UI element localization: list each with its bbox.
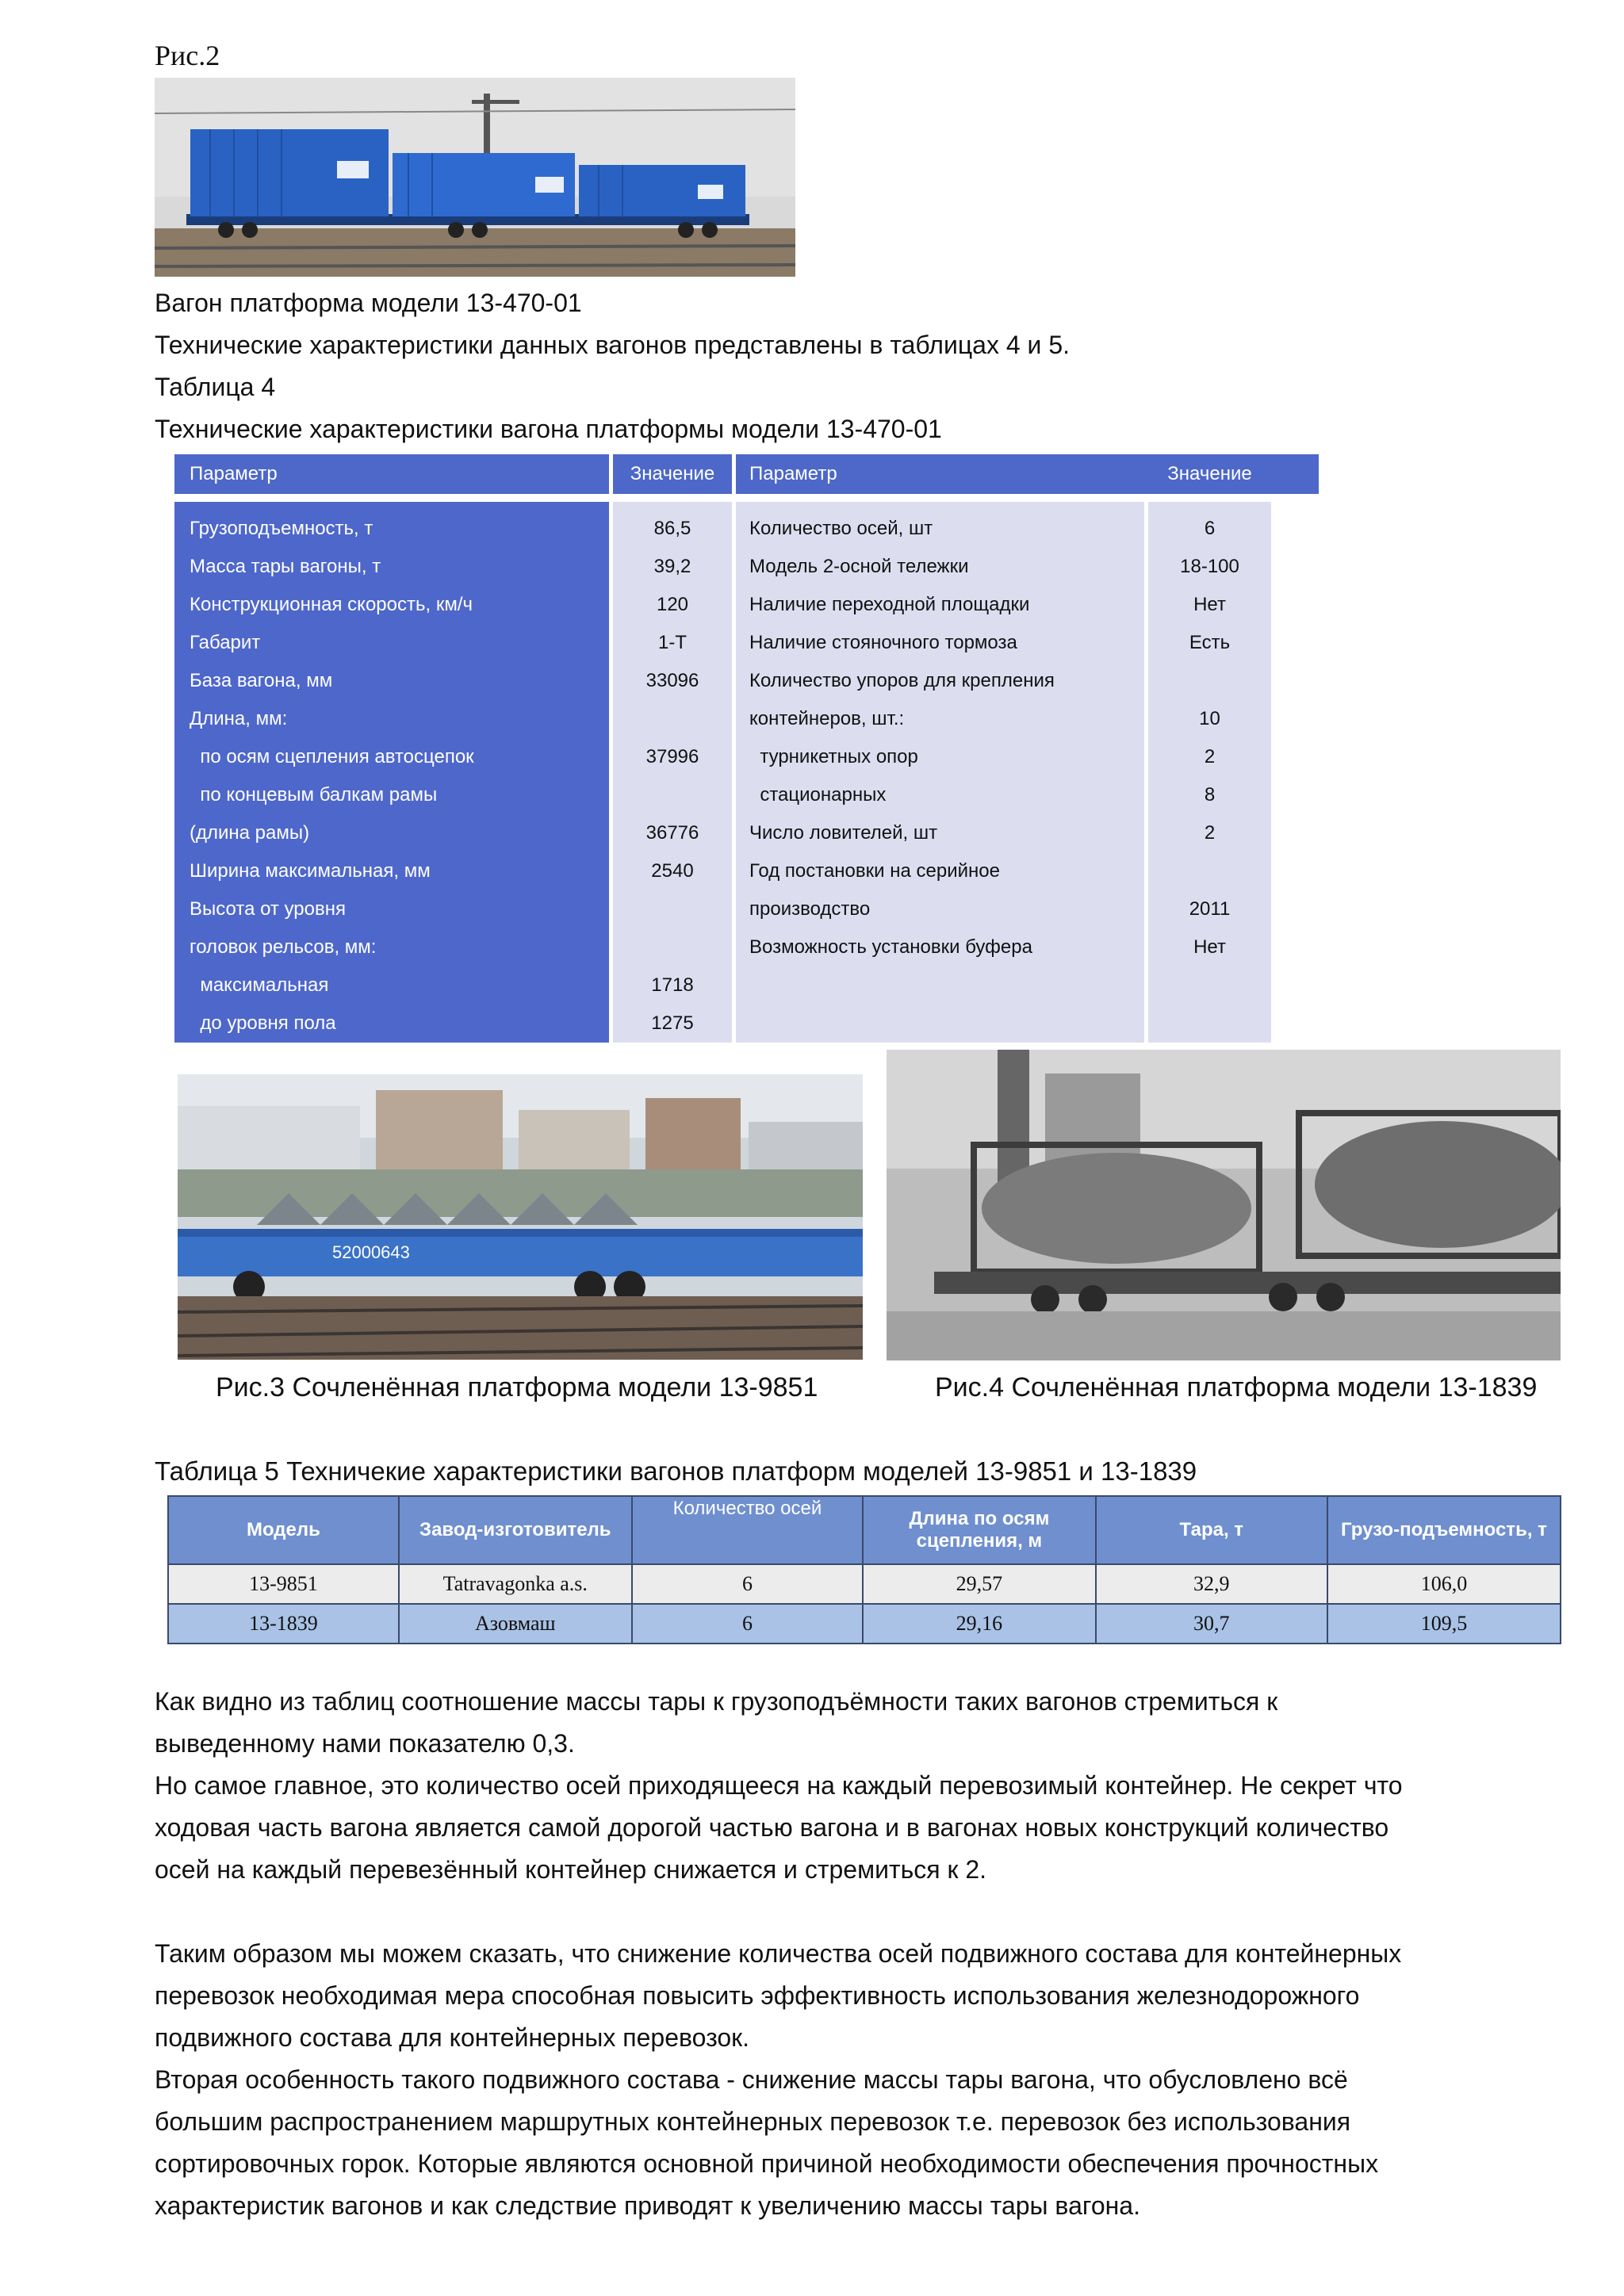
figure-4-caption: Рис.4 Сочленённая платформа модели 13-1839 <box>935 1372 1538 1402</box>
table-row <box>174 586 1273 624</box>
paragraph-line: подвижного состава для контейнерных перевозок. <box>155 2023 750 2052</box>
table-4-title: Технические характеристики вагона платформы модели 13-470-01 <box>155 415 942 443</box>
table-5-header-length: Длина по осям сцепления, м <box>863 1496 1095 1564</box>
param-cell: Габарит <box>190 632 261 653</box>
param-cell: по осям сцепления автосцепок <box>190 746 474 767</box>
value-cell: 36776 <box>645 822 699 844</box>
table-cell: 6 <box>632 1564 863 1604</box>
table-row <box>174 548 1273 586</box>
value-cell: 6 <box>1204 518 1216 539</box>
param-cell: База вагона, мм <box>190 670 333 691</box>
intro-line: Технические характеристики данных вагонов представлены в таблицах 4 и 5. <box>155 331 1070 359</box>
paragraph-line: характеристик вагонов и как следствие приводят к увеличению массы тары вагона. <box>155 2191 1140 2220</box>
param-cell: до уровня пола <box>190 1012 336 1034</box>
table-cell: 6 <box>632 1604 863 1644</box>
table-row <box>174 1004 1273 1043</box>
value-cell: Нет <box>1193 594 1226 615</box>
value-cell: 2 <box>1204 822 1216 844</box>
param-cell: головок рельсов, мм: <box>190 936 377 958</box>
value-cell: Нет <box>1193 936 1226 958</box>
table-row <box>174 738 1273 776</box>
paragraph-line: осей на каждый перевезённый контейнер снижается и стремиться к 2. <box>155 1855 987 1884</box>
paragraph-line: выведенному нами показателю 0,3. <box>155 1729 575 1758</box>
param-cell: по концевым балкам рамы <box>190 784 438 806</box>
param-cell: Количество осей, шт <box>749 518 933 539</box>
paragraph-line: Как видно из таблиц соотношение массы тары к грузоподъёмности таких вагонов стремиться к <box>155 1687 1278 1716</box>
table-cell: Азовмаш <box>399 1604 632 1644</box>
paragraph-line: Вторая особенность такого подвижного состава - снижение массы тары вагона, что обусловлено всё <box>155 2065 1348 2094</box>
param-cell: Модель 2-осной тележки <box>749 556 969 577</box>
table-cell: 106,0 <box>1327 1564 1561 1604</box>
param-cell: Возможность установки буфера <box>749 936 1032 958</box>
table-row <box>168 1564 1561 1604</box>
table-5-header-model: Модель <box>168 1496 399 1564</box>
value-cell: 33096 <box>645 670 699 691</box>
paragraph-line: ходовая часть вагона является самой дорогой частью вагона и в вагонах новых конструкций количество <box>155 1813 1389 1842</box>
table-cell: 13-1839 <box>168 1604 399 1644</box>
value-cell: 1718 <box>651 974 694 996</box>
articulated-platform-13-1839-photo <box>887 1050 1561 1360</box>
articulated-platform-13-9851-photo <box>178 1074 863 1360</box>
param-cell: Наличие переходной площадки <box>749 594 1030 615</box>
table-cell: 30,7 <box>1096 1604 1327 1644</box>
value-cell: 2011 <box>1189 898 1231 920</box>
value-cell: 2 <box>1204 746 1216 767</box>
table-4-header-value-1: Значение <box>613 454 732 494</box>
param-cell: Ширина максимальная, мм <box>190 860 431 882</box>
table-5-header-axles: Количество осей <box>632 1496 863 1564</box>
table-4-header-param-1: Параметр <box>174 454 609 494</box>
table-row <box>174 928 1273 966</box>
param-cell: Масса тары вагоны, т <box>190 556 381 577</box>
param-cell: турникетных опор <box>749 746 918 767</box>
value-cell: 120 <box>656 594 689 615</box>
param-cell: производство <box>749 898 871 920</box>
table-row <box>174 776 1273 814</box>
table-cell: 13-9851 <box>168 1564 399 1604</box>
table-cell: 109,5 <box>1327 1604 1561 1644</box>
param-cell: Количество упоров для крепления <box>749 670 1055 691</box>
wagon-photo-13-470-01 <box>155 78 795 277</box>
paragraph-3 <box>155 1933 1574 2227</box>
table-row <box>174 852 1273 890</box>
table-row <box>174 624 1273 662</box>
table-5-title: Таблица 5 Техничекие характеристики вагонов платформ моделей 13-9851 и 13-1839 <box>155 1456 1197 1486</box>
param-cell: Высота от уровня <box>190 898 346 920</box>
table-4-header-value-2: Значение <box>1148 454 1271 494</box>
table-row <box>174 700 1273 738</box>
paragraph-line: перевозок необходимая мера способная повысить эффективность использования железнодорожного <box>155 1981 1360 2010</box>
table-4-label: Таблица 4 <box>155 373 276 401</box>
value-cell: 10 <box>1199 708 1220 729</box>
table-5-header-manufacturer: Завод-изготовитель <box>399 1496 632 1564</box>
paragraph-1 <box>155 1681 1574 1891</box>
table-cell: 32,9 <box>1096 1564 1327 1604</box>
value-cell: 18-100 <box>1180 556 1239 577</box>
svg-text:52000643: 52000643 <box>332 1242 410 1262</box>
param-cell: Грузоподъемность, т <box>190 518 373 539</box>
param-cell: стационарных <box>749 784 887 806</box>
paragraph-line: Но самое главное, это количество осей приходящееся на каждый перевозимый контейнер. Не секрет что <box>155 1771 1403 1800</box>
table-4-header-param-2: Параметр <box>736 454 1319 494</box>
table-5-header-tare: Тара, т <box>1096 1496 1327 1564</box>
value-cell: 86,5 <box>653 518 691 539</box>
param-cell: Год постановки на серийное <box>749 860 1000 882</box>
param-cell: контейнеров, шт.: <box>749 708 905 729</box>
table-row <box>174 510 1273 548</box>
paragraph-line: большим распространением маршрутных контейнерных перевозок т.е. перевозок без использования <box>155 2107 1351 2136</box>
value-cell: 37996 <box>645 746 699 767</box>
table-5-header-capacity: Грузо-подъемность, т <box>1327 1496 1561 1564</box>
table-row <box>174 662 1273 700</box>
table-cell: Tatravagonka a.s. <box>399 1564 632 1604</box>
param-cell: максимальная <box>190 974 329 996</box>
table-5 <box>167 1495 1561 1644</box>
paragraph-line: сортировочных горок. Которые являются основной причиной необходимости обеспечения прочностных <box>155 2149 1379 2178</box>
table-row <box>168 1604 1561 1644</box>
table-cell: 29,16 <box>863 1604 1095 1644</box>
value-cell: 1-Т <box>658 632 687 653</box>
figure-3-caption: Рис.3 Сочленённая платформа модели 13-9851 <box>216 1372 818 1402</box>
paragraph-line: Таким образом мы можем сказать, что снижение количества осей подвижного состава для контейнерных <box>155 1939 1402 1968</box>
value-cell: 1275 <box>651 1012 694 1034</box>
param-cell: Число ловителей, шт <box>749 822 938 844</box>
table-row <box>174 966 1273 1004</box>
param-cell: Длина, мм: <box>190 708 288 729</box>
value-cell: 2540 <box>651 860 694 882</box>
param-cell: Наличие стояночного тормоза <box>749 632 1017 653</box>
value-cell: 39,2 <box>653 556 691 577</box>
param-cell: (длина рамы) <box>190 822 310 844</box>
table-cell: 29,57 <box>863 1564 1095 1604</box>
figure-2-caption: Вагон платформа модели 13-470-01 <box>155 289 582 317</box>
value-cell: Есть <box>1189 632 1231 653</box>
table-row <box>174 890 1273 928</box>
table-row <box>174 814 1273 852</box>
param-cell: Конструкционная скорость, км/ч <box>190 594 473 615</box>
table-4 <box>174 454 1273 1043</box>
value-cell: 8 <box>1204 784 1216 806</box>
figure-2-label: Рис.2 <box>155 40 220 71</box>
